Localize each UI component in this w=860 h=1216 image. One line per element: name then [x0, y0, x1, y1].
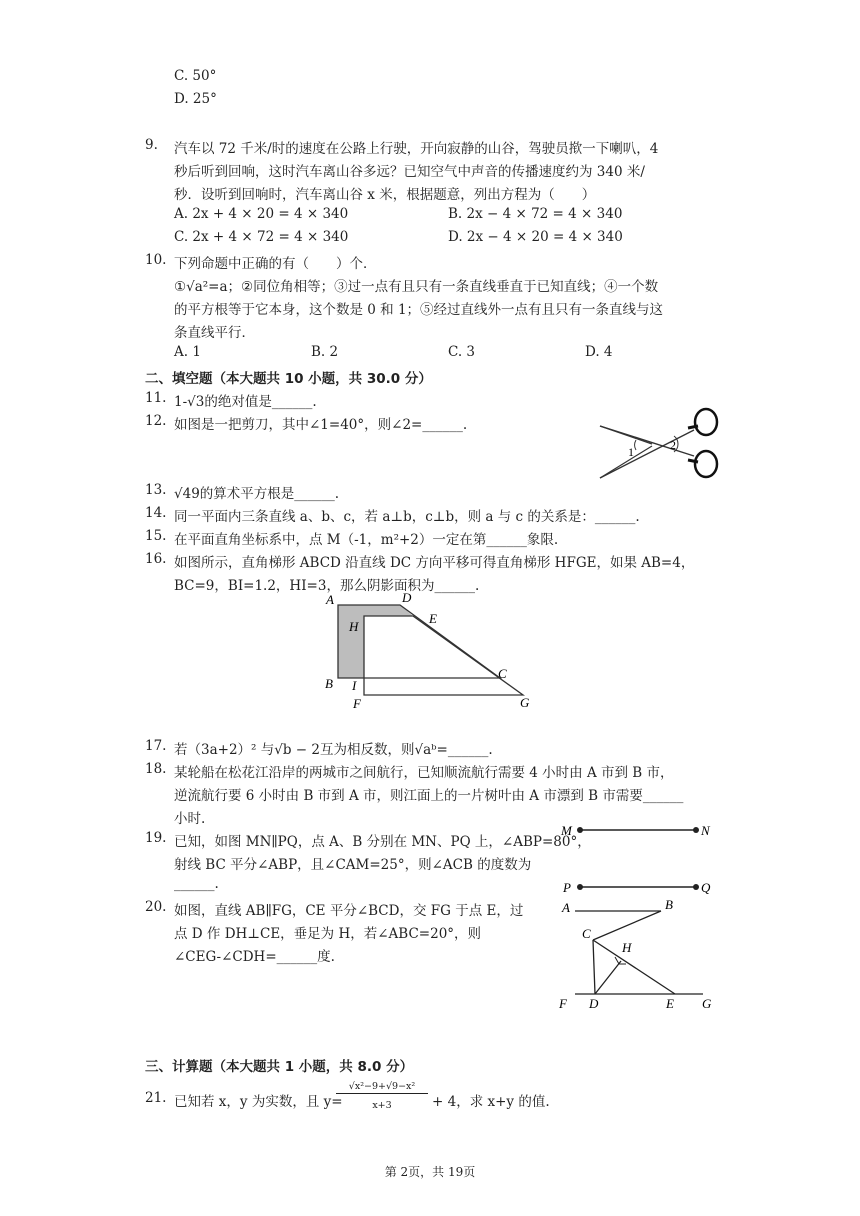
- parallel-lines-figure: [558, 818, 718, 900]
- option-a: A. 2x + 4 × 20 = 4 × 340: [174, 206, 349, 222]
- question-text: ______.: [174, 876, 219, 892]
- label-G: G: [520, 695, 530, 710]
- label-A: A: [562, 900, 570, 915]
- question-number: 11.: [145, 390, 167, 406]
- question-number: 12.: [145, 413, 167, 429]
- question-text: 秒后听到回响，这时汽车离山谷多远？已知空气中声音的传播速度约为 340 米/: [174, 164, 645, 180]
- angle-1-label: 1: [628, 445, 634, 459]
- question-text: 点 D 作 DH⊥CE，垂足为 H，若∠ABC=20°，则: [174, 926, 482, 942]
- section-heading: 二、填空题（本大题共 10 小题，共 30.0 分）: [145, 371, 432, 387]
- option-d: D. 2x − 4 × 20 = 4 × 340: [448, 229, 623, 245]
- option-c: C. 3: [448, 344, 476, 360]
- question-text: √49的算术平方根是______.: [174, 486, 340, 502]
- option-b: B. 2x − 4 × 72 = 4 × 340: [448, 206, 623, 222]
- section-heading: 三、计算题（本大题共 1 小题，共 8.0 分）: [145, 1059, 414, 1075]
- label-G: G: [702, 996, 712, 1011]
- fraction-numerator: √x²−9+√9−x²: [336, 1081, 428, 1094]
- geometry-figure: [555, 895, 720, 1015]
- label-C: C: [582, 926, 591, 941]
- option-c: C. 2x + 4 × 72 = 4 × 340: [174, 229, 349, 245]
- option-d: D. 4: [585, 344, 613, 360]
- question-text: 射线 BC 平分∠ABP，且∠CAM=25°，则∠ACB 的度数为: [174, 857, 532, 873]
- question-number: 15.: [145, 528, 167, 544]
- question-text: + 4，求 x+y 的值.: [432, 1094, 550, 1110]
- question-text: 在平面直角坐标系中，点 M（-1，m²+2）一定在第______象限.: [174, 532, 559, 548]
- question-text: 下列命题中正确的有（ ）个．: [174, 256, 377, 272]
- question-text: 1-√3的绝对值是______.: [174, 394, 317, 410]
- question-text: 逆流航行要 6 小时由 B 市到 A 市，则江面上的一片树叶由 A 市漂到 B 市需要______: [174, 788, 684, 804]
- question-text: ①√a²=a；②同位角相等；③过一点有且只有一条直线垂直于已知直线；④一个数: [174, 279, 659, 295]
- question-text: 已知若 x，y 为实数，且 y=: [174, 1094, 343, 1110]
- question-number: 17.: [145, 738, 167, 754]
- question-number: 13.: [145, 482, 167, 498]
- question-number: 14.: [145, 505, 167, 521]
- question-text: 小时.: [174, 811, 206, 827]
- question-number: 10.: [145, 252, 167, 268]
- label-D: D: [402, 590, 412, 605]
- question-text: 某轮船在松花江沿岸的两城市之间航行，已知顺流航行需要 4 小时由 A 市到 B 市，: [174, 765, 674, 781]
- fraction-denominator: x+3: [372, 1100, 392, 1111]
- question-number: 16.: [145, 551, 167, 567]
- label-E: E: [429, 611, 437, 626]
- label-N: N: [701, 823, 710, 838]
- scissors-figure: [596, 404, 721, 482]
- label-C: C: [498, 666, 507, 681]
- question-number: 9.: [145, 137, 158, 153]
- label-Q: Q: [701, 880, 711, 895]
- question-text: 的平方根等于它本身，这个数是 0 和 1；⑤经过直线外一点有且只有一条直线与这: [174, 302, 664, 318]
- question-text: ∠CEG-∠CDH=______度.: [174, 949, 335, 965]
- question-text: BC=9，BI=1.2，HI=3，那么阴影面积为______.: [174, 578, 480, 594]
- question-number: 19.: [145, 830, 167, 846]
- question-text: 秒．设听到回响时，汽车离山谷 x 米，根据题意，列出方程为（ ）: [174, 187, 596, 203]
- question-text: 条直线平行．: [174, 325, 255, 341]
- question-number: 20.: [145, 899, 167, 915]
- page-footer: 第 2页，共 19页: [384, 1165, 476, 1179]
- label-F: F: [559, 996, 567, 1011]
- question-text: 同一平面内三条直线 a、b、c，若 a⊥b，c⊥b，则 a 与 c 的关系是：______.: [174, 509, 640, 525]
- question-text: 如图是一把剪刀，其中∠1=40°，则∠2=______.: [174, 417, 468, 433]
- label-D: D: [589, 996, 599, 1011]
- label-E: E: [666, 996, 674, 1011]
- label-B: B: [325, 676, 333, 691]
- question-text: 汽车以 72 千米/时的速度在公路上行驶，开向寂静的山谷，驾驶员揿一下喇叭，4: [174, 141, 659, 157]
- label-A: A: [326, 592, 334, 607]
- label-F: F: [353, 696, 361, 711]
- label-H: H: [622, 940, 632, 955]
- question-text: 如图，直线 AB∥FG，CE 平分∠BCD，交 FG 于点 E，过: [174, 903, 524, 919]
- label-I: I: [352, 678, 357, 693]
- option-b: B. 2: [311, 344, 339, 360]
- question-text: 已知，如图 MN∥PQ，点 A、B 分别在 MN、PQ 上，∠ABP=80°，: [174, 834, 591, 850]
- question-number: 21.: [145, 1090, 167, 1106]
- angle-2-label: 2: [670, 438, 676, 452]
- label-B: B: [665, 897, 673, 912]
- option-a: A. 1: [174, 344, 201, 360]
- option-c: C. 50°: [174, 68, 217, 84]
- question-number: 18.: [145, 761, 167, 777]
- question-text: 若（3a+2）² 与√b − 2互为相反数，则√aᵇ=______.: [174, 742, 493, 758]
- label-P: P: [563, 880, 571, 895]
- label-H: H: [349, 619, 359, 634]
- trapezoid-figure: [320, 588, 540, 713]
- question-text: 如图所示，直角梯形 ABCD 沿直线 DC 方向平移可得直角梯形 HFGE，如果 AB=4，: [174, 555, 695, 571]
- option-d: D. 25°: [174, 91, 217, 107]
- label-M: M: [561, 823, 572, 838]
